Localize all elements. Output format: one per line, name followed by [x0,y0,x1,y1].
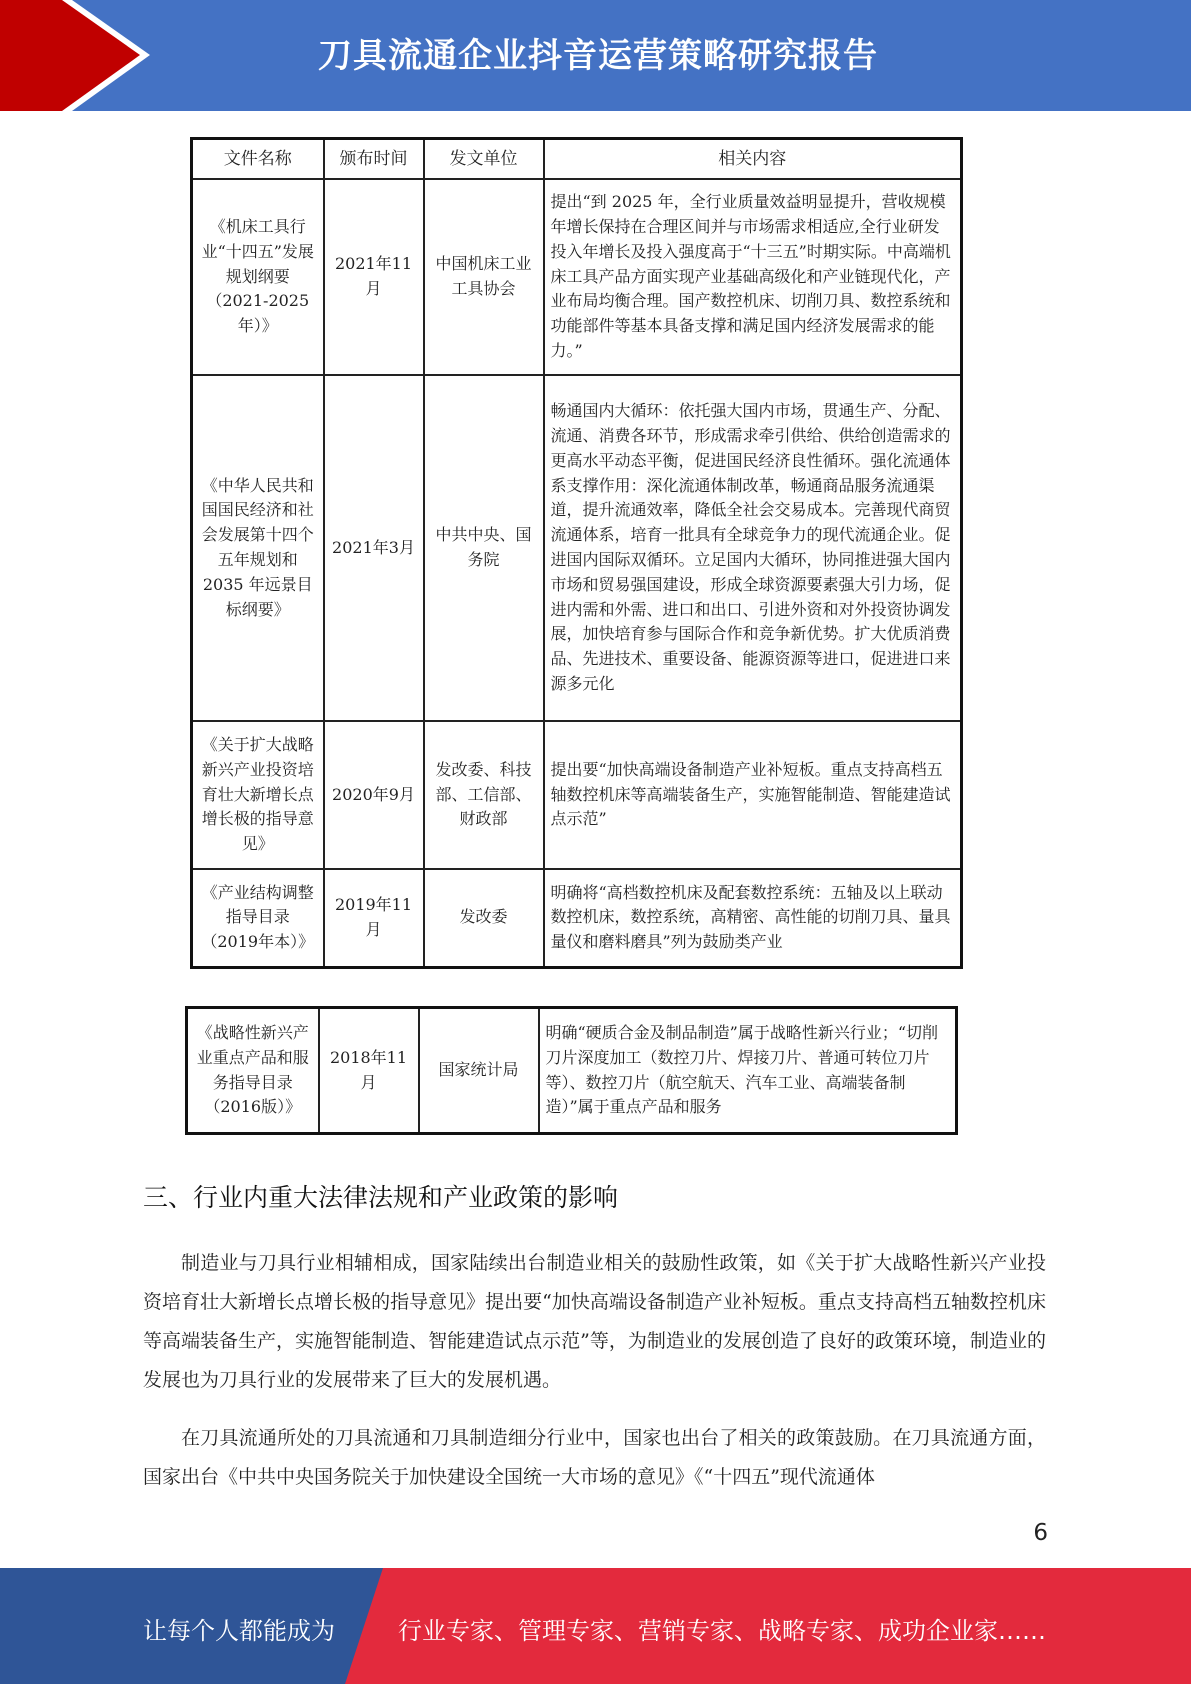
issue-date: 2021年11月 [324,179,424,375]
column-header: 发文单位 [424,139,544,180]
issue-date: 2020年9月 [324,721,424,869]
issuer: 中国机床工业工具协会 [424,179,544,375]
document-name: 《产业结构调整指导目录（2019年本）》 [192,869,324,967]
related-content: 提出要“加快高端设备制造产业补短板。重点支持高档五轴数控机床等高端装备生产，实施智能制造、智能建造试点示范” [544,721,962,869]
section-heading: 三、行业内重大法律法规和产业政策的影响 [143,1183,619,1212]
header-arrow-icon [0,0,160,111]
document-name: 《战略性新兴产业重点产品和服务指导目录（2016版）》 [187,1008,319,1134]
issuer: 发改委、科技部、工信部、财政部 [424,721,544,869]
page-footer [0,1568,1191,1684]
issue-date: 2019年11月 [324,869,424,967]
policy-table-continued [185,1006,958,1135]
footer-slogan-right: 行业专家、管理专家、营销专家、战略专家、成功企业家…… [398,1617,1046,1645]
document-name: 《机床工具行业“十四五”发展规划纲要（2021-2025年）》 [192,179,324,375]
related-content: 提出“到 2025 年，全行业质量效益明显提升，营收规模年增长保持在合理区间并与市场需求相适应,全行业研发投入年增长及投入强度高于“十三五”时期实际。中高端机床工具产品方面实现产业基础高级化和产业链现代化，产业布局均衡合理。国产数控机床、切削刀具、数控系统和功能部件等基本具备支撑和满足国内经济发展需求的能力。” [544,179,962,375]
table-row [192,721,962,869]
issuer: 发改委 [424,869,544,967]
footer-slogan-left: 让每个人都能成为 [143,1617,335,1645]
column-header: 文件名称 [192,139,324,180]
issuer: 国家统计局 [419,1008,539,1134]
table-row [192,869,962,967]
issue-date: 2021年3月 [324,375,424,721]
body-paragraph: 制造业与刀具行业相辅相成，国家陆续出台制造业相关的鼓励性政策，如《关于扩大战略性新兴产业投资培育壮大新增长点增长极的指导意见》提出要“加快高端设备制造产业补短板。重点支持高档五轴数控机床等高端装备生产，实施智能制造、智能建造试点示范”等，为制造业的发展创造了良好的政策环境，制造业的发展也为刀具行业的发展带来了巨大的发展机遇。 [143,1252,1046,1391]
table-row [192,375,962,721]
issue-date: 2018年11月 [319,1008,419,1134]
related-content: 明确将“高档数控机床及配套数控系统：五轴及以上联动数控机床，数控系统，高精密、高性能的切削刀具、量具量仪和磨料磨具”列为鼓励类产业 [544,869,962,967]
related-content: 畅通国内大循环：依托强大国内市场，贯通生产、分配、流通、消费各环节，形成需求牵引供给、供给创造需求的更高水平动态平衡，促进国民经济良性循环。强化流通体系支撑作用：深化流通体制改革，畅通商品服务流通渠道，提升流通效率，降低全社会交易成本。完善现代商贸流通体系，培育一批具有全球竞争力的现代流通企业。促进国内国际双循环。立足国内大循环，协同推进强大国内市场和贸易强国建设，形成全球资源要素强大引力场，促进内需和外需、进口和出口、引进外资和对外投资协调发展，加快培育参与国际合作和竞争新优势。扩大优质消费品、先进技术、重要设备、能源资源等进口，促进进口来源多元化 [544,375,962,721]
table-row [187,1008,957,1134]
table-row [192,179,962,375]
page-header [0,0,1191,111]
policy-table [190,137,963,969]
issuer: 中共中央、国务院 [424,375,544,721]
related-content: 明确“硬质合金及制品制造”属于战略性新兴行业；“切削刀片深度加工（数控刀片、焊接刀片、普通可转位刀片等）、数控刀片（航空航天、汽车工业、高端装备制造）”属于重点产品和服务 [539,1008,957,1134]
page-number: 6 [1033,1520,1048,1546]
document-name: 《中华人民共和国国民经济和社会发展第十四个五年规划和 2035 年远景目标纲要》 [192,375,324,721]
body-paragraph: 在刀具流通所处的刀具流通和刀具制造细分行业中，国家也出台了相关的政策鼓励。在刀具流通方面，国家出台《中共中央国务院关于加快建设全国统一大市场的意见》《“十四五”现代流通体 [143,1427,1046,1488]
column-header: 颁布时间 [324,139,424,180]
document-name: 《关于扩大战略新兴产业投资培育壮大新增长点增长极的指导意见》 [192,721,324,869]
header-title: 刀具流通企业抖音运营策略研究报告 [318,36,878,76]
column-header: 相关内容 [544,139,962,180]
table-header-row [192,139,962,180]
